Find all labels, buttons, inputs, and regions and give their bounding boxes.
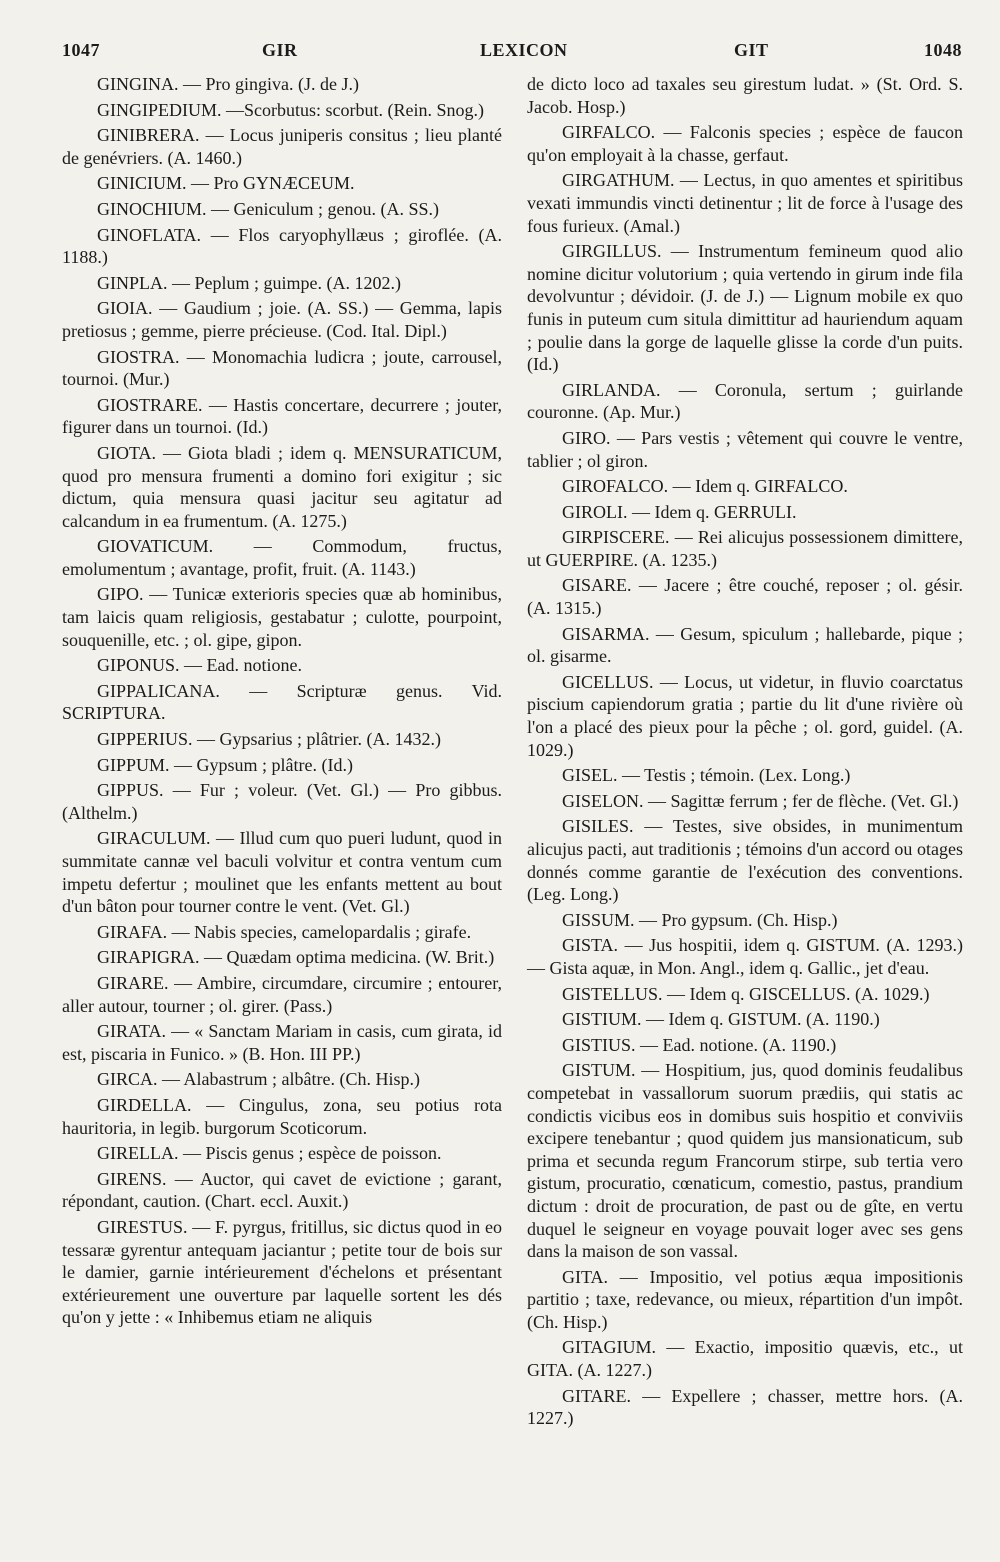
dictionary-entry: GISSUM. — Pro gypsum. (Ch. Hisp.) <box>562 909 838 930</box>
dictionary-entry: GICELLUS. — Locus, ut videtur, in fluvio coarctatus piscium capiendorum gratia ; partie du lit d'une rivière où l'on a placé des pieux pour la pêche ; ol. gord, guidel. (A. 1029.) <box>527 671 963 760</box>
dictionary-entry: GISARE. — Jacere ; être couché, reposer ; ol. gésir. (A. 1315.) <box>527 575 963 619</box>
dictionary-entry: GINGINA. — Pro gingiva. (J. de J.) <box>97 74 359 94</box>
left-column <box>62 73 502 1332</box>
dictionary-entry: GIPONUS. — Ead. notione. <box>97 655 302 676</box>
dictionary-entry: GITARE. — Expellere ; chasser, mettre hors. (A. 1227.) <box>527 1385 963 1429</box>
dictionary-entry: GIRACULUM. — Illud cum quo pueri ludunt, quod in summitate cannæ vel baculi volvitur et contra ventum cum impetu defertur ; moulinet que les enfants mettent au bout d'un bâton pour tourner contre le vent. (Vet. Gl.) <box>62 828 502 917</box>
dictionary-entry: GIPPERIUS. — Gypsarius ; plâtrier. (A. 1432.) <box>97 729 441 750</box>
dictionary-entry: GIRESTUS. — F. pyrgus, fritillus, sic dictus quod in eo tessaræ gyrentur antequam jaciantur ; petite tour de bois sur le damier, garnie intérieurement d'échelons et présentant extérieurement une ouverture par laquelle sortent les dés qu'on y jette : « Inhibemus etiam ne aliquis <box>62 1216 502 1328</box>
dictionary-entry: GINOCHIUM. — Geniculum ; genou. (A. SS.) <box>97 198 439 219</box>
dictionary-entry: GINGIPEDIUM. —Scorbutus: scorbut. (Rein. Snog.) <box>97 99 484 120</box>
dictionary-entry: GIRATA. — « Sanctam Mariam in casis, cum girata, id est, piscaria in Funico. » (B. Hon. III PP.) <box>62 1021 502 1064</box>
dictionary-entry: GIOVATICUM. — Commodum, fructus, emolumentum ; avantage, profit, fruit. (A. 1143.) <box>62 536 502 579</box>
dictionary-entry: GIRENS. — Auctor, qui cavet de evictione ; garant, répondant, caution. (Chart. eccl. Auxit.) <box>62 1168 502 1212</box>
dictionary-entry: GIRFALCO. — Falconis species ; espèce de faucon qu'on employait à la chasse, gerfaut. <box>527 122 963 165</box>
dictionary-entry: GISILES. — Testes, sive obsides, in munimentum alicujus pacti, aut traditionis ; témoins d'un accord ou otages donnés comme garantie de l'exécution des conventions. (Leg. Long.) <box>527 816 963 905</box>
dictionary-entry: GITAGIUM. — Exactio, impositio quævis, etc., ut GITA. (A. 1227.) <box>527 1337 963 1381</box>
dictionary-entry: GIRGILLUS. — Instrumentum femineum quod alio nomine dicitur volutorium ; quia vertendo in girum inde fila devolvuntur ; dévidoir. (J. de J.) — Lignum mobile ex quo funis in puteum cum situla dimittitur ad hauriendum aquam ; poulie dans la gorge de laquelle glisse la corde d'un puits. (Id.) <box>527 241 963 375</box>
dictionary-entry: GIPPUS. — Fur ; voleur. (Vet. Gl.) — Pro gibbus. (Althelm.) <box>62 780 502 823</box>
dictionary-entry: GIOSTRARE. — Hastis concertare, decurrere ; jouter, figurer dans un tournoi. (Id.) <box>62 394 502 438</box>
dictionary-entry: GINIBRERA. — Locus juniperis consitus ; lieu planté de genévriers. (A. 1460.) <box>62 125 502 168</box>
dictionary-entry: GIROFALCO. — Idem q. GIRFALCO. <box>562 476 848 497</box>
dictionary-entry: GIRLANDA. — Coronula, sertum ; guirlande couronne. (Ap. Mur.) <box>527 379 963 423</box>
page-number-left: 1047 <box>62 40 100 60</box>
dictionary-entry: GIRO. — Pars vestis ; vêtement qui couvre le ventre, tablier ; ol giron. <box>527 427 963 471</box>
dictionary-entry: GIRARE. — Ambire, circumdare, circumire ; entourer, aller autour, tourner ; ol. girer. (Pass.) <box>62 972 502 1016</box>
dictionary-entry: GINICIUM. — Pro GYNÆCEUM. <box>97 173 355 194</box>
dictionary-entry: de dicto loco ad taxales seu girestum ludat. » (St. Ord. S. Jacob. Hosp.) <box>527 74 963 117</box>
dictionary-entry: GIRELLA. — Piscis genus ; espèce de poisson. <box>97 1143 442 1164</box>
dictionary-entry: GIPPALICANA. — Scripturæ genus. Vid. SCRIPTURA. <box>62 680 502 724</box>
page-number-right: 1048 <box>924 40 962 60</box>
dictionary-entry: GIRAFA. — Nabis species, camelopardalis ; girafe. <box>97 921 472 942</box>
dictionary-entry: GIOSTRA. — Monomachia ludicra ; joute, carrousel, tournoi. (Mur.) <box>62 346 502 390</box>
dictionary-entry: GIRPISCERE. — Rei alicujus possessionem dimittere, ut GUERPIRE. (A. 1235.) <box>527 527 963 570</box>
dictionary-entry: GISARMA. — Gesum, spiculum ; hallebarde, pique ; ol. gisarme. <box>527 623 963 667</box>
dictionary-entry: GIRGATHUM. — Lectus, in quo amentes et spiritibus vexati immundis vincti detinentur ; lit de force à l'usage des fous furieux. (Amal.) <box>527 170 963 236</box>
dictionary-entry: GITA. — Impositio, vel potius æqua impositionis partitio ; taxe, redevance, ou mieux, répartition d'un impôt. (Ch. Hisp.) <box>527 1266 963 1332</box>
dictionary-entry: GISEL. — Testis ; témoin. (Lex. Long.) <box>562 765 851 786</box>
dictionary-entry: GINOFLATA. — Flos caryophyllæus ; giroflée. (A. 1188.) <box>62 224 502 268</box>
dictionary-entry: GISTIUM. — Idem q. GISTUM. (A. 1190.) <box>562 1009 880 1030</box>
dictionary-entry: GIRCA. — Alabastrum ; albâtre. (Ch. Hisp.) <box>97 1069 420 1090</box>
dictionary-entry: GIPO. — Tunicæ exterioris species quæ ab hominibus, tam laicis quam religiosis, gestabatur ; culotte, pourpoint, souquenille, etc. ; ol. gipe, gipon. <box>62 584 502 650</box>
running-head-right: GIT <box>734 40 769 60</box>
dictionary-entry: GISTUM. — Hospitium, jus, quod dominis feudalibus competebat in vassallorum suorum prædiis, qui statis ac condictis vicibus eos in domibus suis hospitio et conviviis excipere tenebantur ; quod quidem jus mansionaticum, sub prima et secunda regum Francorum stirpe, sub tertia vero gistum, procuratio, cœnaticum, comestio, pastus, prandium dictum : droit de procuration, de past ou de gîte, en vertu duquel le seigneur en voyage pouvait loger avec ses gens dans la maison de son vassal. <box>527 1060 963 1262</box>
running-header <box>62 40 962 70</box>
dictionary-entry: GIROLI. — Idem q. GERRULI. <box>562 501 797 522</box>
dictionary-entry: GISTIUS. — Ead. notione. (A. 1190.) <box>562 1034 837 1055</box>
dictionary-entry: GISTELLUS. — Idem q. GISCELLUS. (A. 1029.) <box>562 983 930 1004</box>
dictionary-entry: GISELON. — Sagittæ ferrum ; fer de flèche. (Vet. Gl.) <box>562 790 959 811</box>
dictionary-entry: GIOIA. — Gaudium ; joie. (A. SS.) — Gemma, lapis pretiosus ; gemme, pierre précieuse. (Cod. Ital. Dipl.) <box>62 298 502 341</box>
right-column <box>527 73 963 1433</box>
dictionary-entry: GIOTA. — Giota bladi ; idem q. MENSURATICUM, quod pro mensura frumenti a domino fori exigitur ; sic dictum, quia mensura quasi jacitur seu agitatur ad calcandum in ea frumentum. (A. 1275.) <box>62 442 502 531</box>
running-title: LEXICON <box>480 40 568 60</box>
dictionary-entry: GIPPUM. — Gypsum ; plâtre. (Id.) <box>97 754 353 775</box>
dictionary-entry: GIRAPIGRA. — Quædam optima medicina. (W. Brit.) <box>97 947 495 968</box>
dictionary-entry: GIRDELLA. — Cingulus, zona, seu potius rota hauritoria, in legib. burgorum Scoticorum. <box>62 1094 502 1138</box>
dictionary-entry: GISTA. — Jus hospitii, idem q. GISTUM. (A. 1293.) — Gista aquæ, in Mon. Angl., idem q. Gallic., jet d'eau. <box>527 935 963 978</box>
running-head-left: GIR <box>262 40 298 60</box>
dictionary-entry: GINPLA. — Peplum ; guimpe. (A. 1202.) <box>97 272 401 293</box>
